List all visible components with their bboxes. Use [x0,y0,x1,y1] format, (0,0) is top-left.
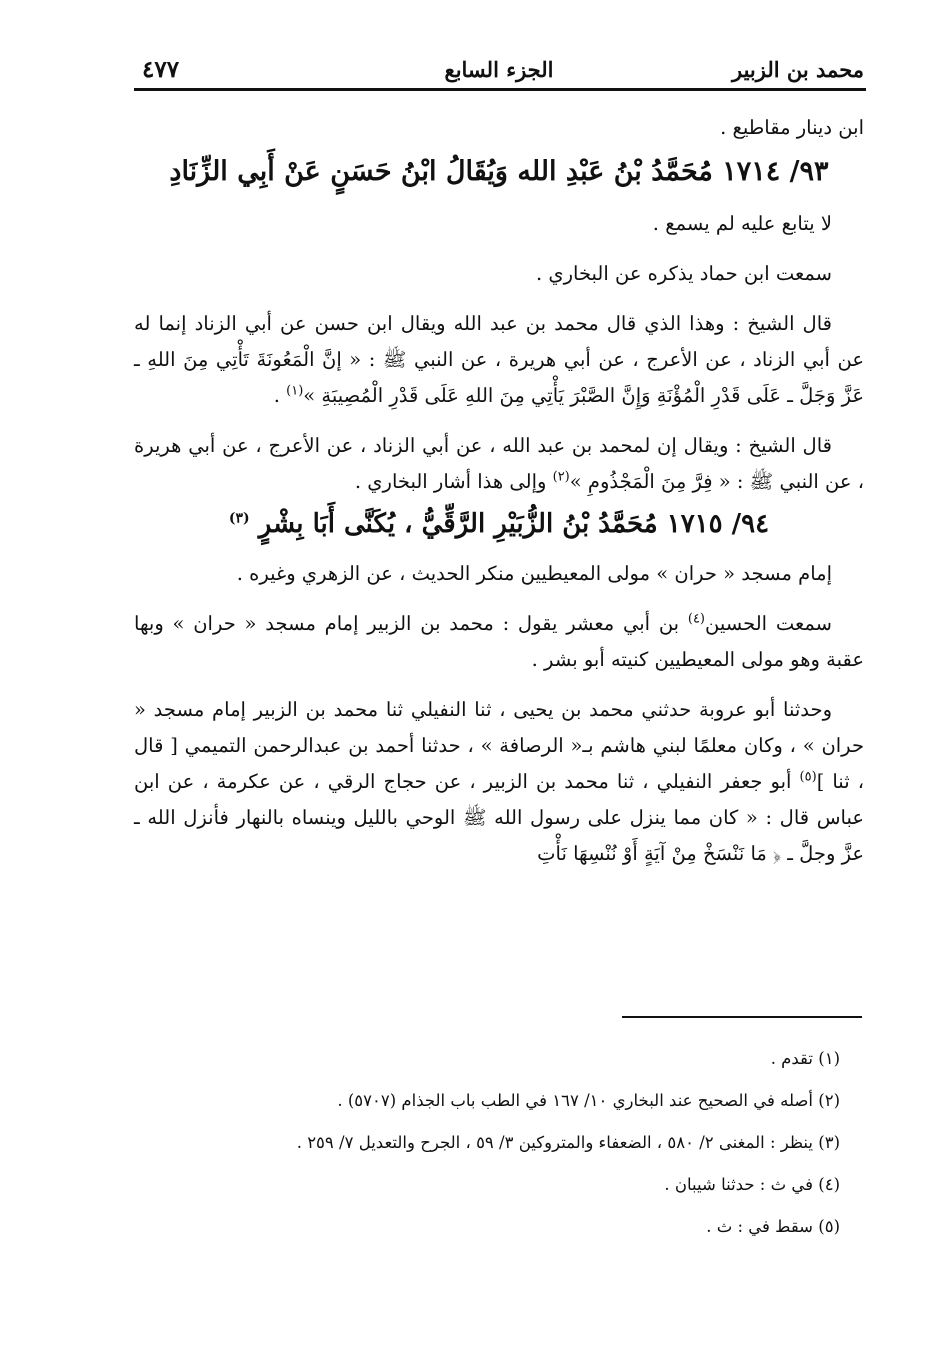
entry-94-paragraph-1: إمام مسجد « حران » مولى المعيطيين منكر الحديث ، عن الزهري وغيره . [236,562,832,585]
entry-94-paragraph-2 [134,606,864,678]
footnotes [134,1038,840,1248]
paragraph-text: وحدثنا أبو عروبة حدثني محمد بن يحيى ، ثنا النفيلي ثنا محمد بن الزبير إمام مسجد « حران » ، وكان معلمًا لبني هاشم بـ« الرصافة » ، حدثنا أحمد بن عبدالرحمن التميمي [ قال ، ثنا ] [134,698,864,793]
volume-label: الجزء السابع [444,57,554,82]
paragraph-end: وإلى هذا أشار البخاري . [354,470,553,493]
footnote-ref-5: (٥) [799,769,817,785]
running-title: محمد بن الزبير [731,57,864,82]
page-header [134,48,864,90]
footnote-ref-1: (١) [286,383,304,399]
footnote-ref-3: (٣) [228,510,250,527]
footnote-1: (١) تقدم . [770,1049,840,1068]
entry-94-heading [134,500,864,548]
paragraph-end: . [273,384,287,407]
entry-94-heading-text: ٩٤/ ١٧١٥ مُحَمَّدُ بْنُ الزُّبَيْرِ الرَّقِّيُّ ، يُكَنَّى أَبَا بِشْرٍ [258,509,770,539]
paragraph-text: قال الشيخ : وهذا الذي قال محمد بن عبد الله ويقال ابن حسن عن أبي الزناد إنما له عن أبي الزناد ، عن الأعرج ، عن أبي هريرة ، عن النبي ﷺ : « إنَّ الْمَعُونَةَ تَأْتِي مِنَ اللهِ ـ عَزَّ وَجَلَّ ـ عَلَى قَدْرِ الْمُؤْنَةِ وَإِنَّ الصَّبْرَ يَأْتِي مِنَ اللهِ عَلَى قَدْرِ الْمُصِيبَةِ » [134,312,864,407]
entry-93-paragraph-1: لا يتابع عليه لم يسمع . [652,212,832,235]
entry-93-paragraph-3 [134,306,864,414]
paragraph-text: قال الشيخ : ويقال إن لمحمد بن عبد الله ، عن أبي الزناد ، عن الأعرج ، عن أبي هريرة ، عن النبي ﷺ : « فِرَّ مِنَ الْمَجْذُومِ » [134,434,864,493]
entry-93-heading: ٩٣/ ١٧١٤ مُحَمَّدُ بْنُ عَبْدِ الله وَيُقَالُ ابْنُ حَسَنٍ عَنْ أَبِي الزِّنَادِ [169,156,829,187]
footnote-ref-4: (٤) [687,611,705,627]
main-text [134,110,864,872]
entry-93-paragraph-2: سمعت ابن حماد يذكره عن البخاري . [535,262,832,285]
entry-94-paragraph-3 [134,692,864,872]
footnote-2: (٢) أصله في الصحيح عند البخاري ١٠/ ١٦٧ في الطب باب الجذام (٥٧٠٧) . [337,1091,840,1110]
footnote-5: (٥) سقط في : ث . [706,1217,840,1236]
footnote-ref-2: (٢) [552,469,570,485]
footnote-4: (٤) في ث : حدثنا شيبان . [664,1175,840,1194]
paragraph-end: بن أبي معشر يقول : محمد بن الزبير إمام مسجد « حران » وبها عقبة وهو مولى المعيطيين كنيته أبو بشر . [134,612,864,671]
footnote-3: (٣) ينظر : المغنى ٢/ ٥٨٠ ، الضعفاء والمتروكين ٣/ ٥٩ ، الجرح والتعديل ٧/ ٢٥٩ . [296,1133,840,1152]
paragraph-text: سمعت الحسين [705,612,832,635]
paragraph-end: أبو جعفر النفيلي ، ثنا محمد بن الزبير ، عن حجاج الرقي ، عن عكرمة ، عن ابن عباس قال : « كان مما ينزل على رسول الله ﷺ الوحي بالليل وينساه بالنهار فأنزل الله ـ عزَّ وجلَّ ـ ﴿ مَا نَنْسَخْ مِنْ آيَةٍ أَوْ نُنْسِهَا نَأْتِ [134,770,864,865]
entry-93-paragraph-4 [134,428,864,500]
header-rule [134,88,866,91]
continuation-line: ابن دينار مقاطيع . [720,116,864,139]
footnote-separator [622,1016,862,1018]
page-number: ٤٧٧ [142,56,180,83]
